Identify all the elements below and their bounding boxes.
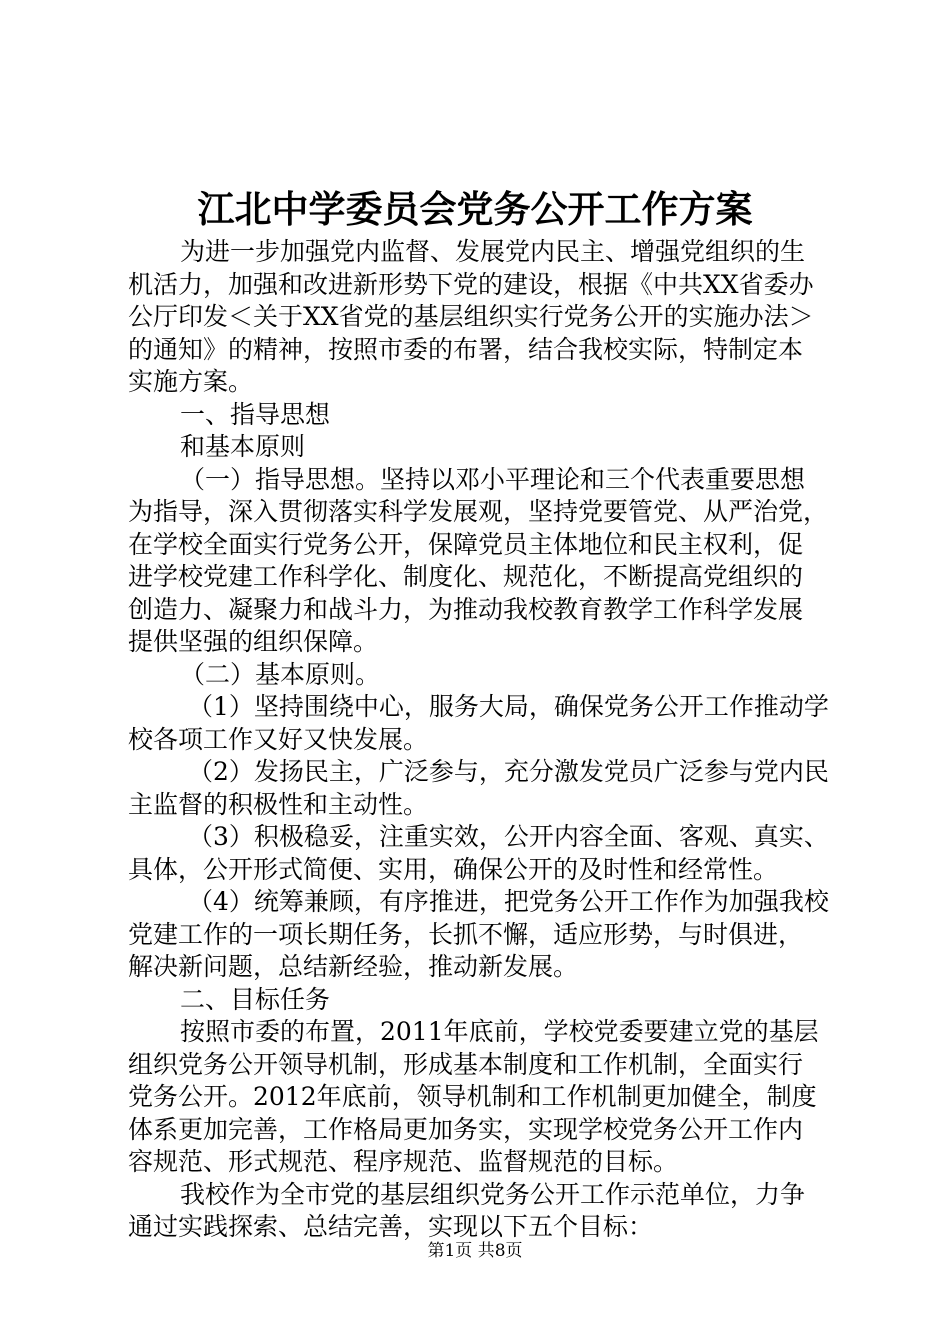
list-item-line: 主监督的积极性和主动性。 bbox=[128, 789, 429, 819]
list-item-line: 解决新问题，总结新经验，推动新发展。 bbox=[128, 952, 579, 981]
section-heading-continued: 和基本原则 bbox=[180, 432, 306, 461]
body-line: 实施方案。 bbox=[128, 367, 254, 396]
body-line: 在学校全面实行党务公开，保障党员主体地位和民主权利，促 bbox=[128, 529, 804, 559]
list-item-line: （4）统筹兼顾，有序推进，把党务公开工作作为加强我校 bbox=[188, 887, 829, 916]
body-line: 的通知》的精神，按照市委的布署，结合我校实际，特制定本 bbox=[128, 334, 804, 364]
body-line: 创造力、凝聚力和战斗力，为推动我校教育教学工作科学发展 bbox=[128, 594, 804, 624]
body-line: 通过实践探索、总结完善，实现以下五个目标： bbox=[128, 1212, 654, 1241]
list-item-line: （1）坚持围绕中心，服务大局，确保党务公开工作推动学 bbox=[188, 692, 829, 721]
document-body bbox=[128, 236, 830, 1244]
body-line: 按照市委的布置，2011年底前，学校党委要建立党的基层 bbox=[180, 1017, 819, 1046]
body-line: 体系更加完善，工作格局更加务实，实现学校党务公开工作内 bbox=[128, 1114, 804, 1144]
list-item-line: （3）积极稳妥，注重实效，公开内容全面、客观、真实、 bbox=[188, 822, 829, 851]
body-line: （一）指导思想。坚持以邓小平理论和三个代表重要思想 bbox=[180, 464, 806, 494]
body-line: 进学校党建工作科学化、制度化、规范化，不断提高党组织的 bbox=[128, 562, 804, 591]
list-item-line: 具体，公开形式简便、实用，确保公开的及时性和经常性。 bbox=[128, 854, 779, 884]
body-line: 提供坚强的组织保障。 bbox=[128, 627, 379, 656]
subsection-heading: （二）基本原则。 bbox=[180, 659, 381, 689]
section-heading: 一、指导思想 bbox=[180, 399, 331, 429]
document-title: 江北中学委员会党务公开工作方案 bbox=[197, 187, 753, 231]
page-number-footer: 第1页 共8页 bbox=[427, 1241, 523, 1261]
body-line: 党务公开。2012年底前，领导机制和工作机制更加健全，制度 bbox=[128, 1082, 817, 1111]
list-item-line: 校各项工作又好又快发展。 bbox=[128, 724, 429, 754]
section-heading: 二、目标任务 bbox=[180, 984, 331, 1014]
body-line: 机活力，加强和改进新形势下党的建设，根据《中共XX省委办 bbox=[128, 269, 814, 299]
list-item-line: 党建工作的一项长期任务，长抓不懈，适应形势，与时俱进， bbox=[128, 919, 804, 949]
list-item-line: （2）发扬民主，广泛参与，充分激发党员广泛参与党内民 bbox=[188, 757, 829, 786]
body-line: 公厅印发＜关于XX省党的基层组织实行党务公开的实施办法＞ bbox=[128, 302, 814, 331]
body-line: 组织党务公开领导机制，形成基本制度和工作机制，全面实行 bbox=[128, 1049, 804, 1079]
body-line: 为进一步加强党内监督、发展党内民主、增强党组织的生 bbox=[180, 237, 806, 266]
body-line: 我校作为全市党的基层组织党务公开工作示范单位，力争 bbox=[180, 1179, 806, 1209]
body-line: 容规范、形式规范、程序规范、监督规范的目标。 bbox=[128, 1147, 679, 1176]
body-line: 为指导，深入贯彻落实科学发展观，坚持党要管党、从严治党， bbox=[128, 497, 829, 526]
